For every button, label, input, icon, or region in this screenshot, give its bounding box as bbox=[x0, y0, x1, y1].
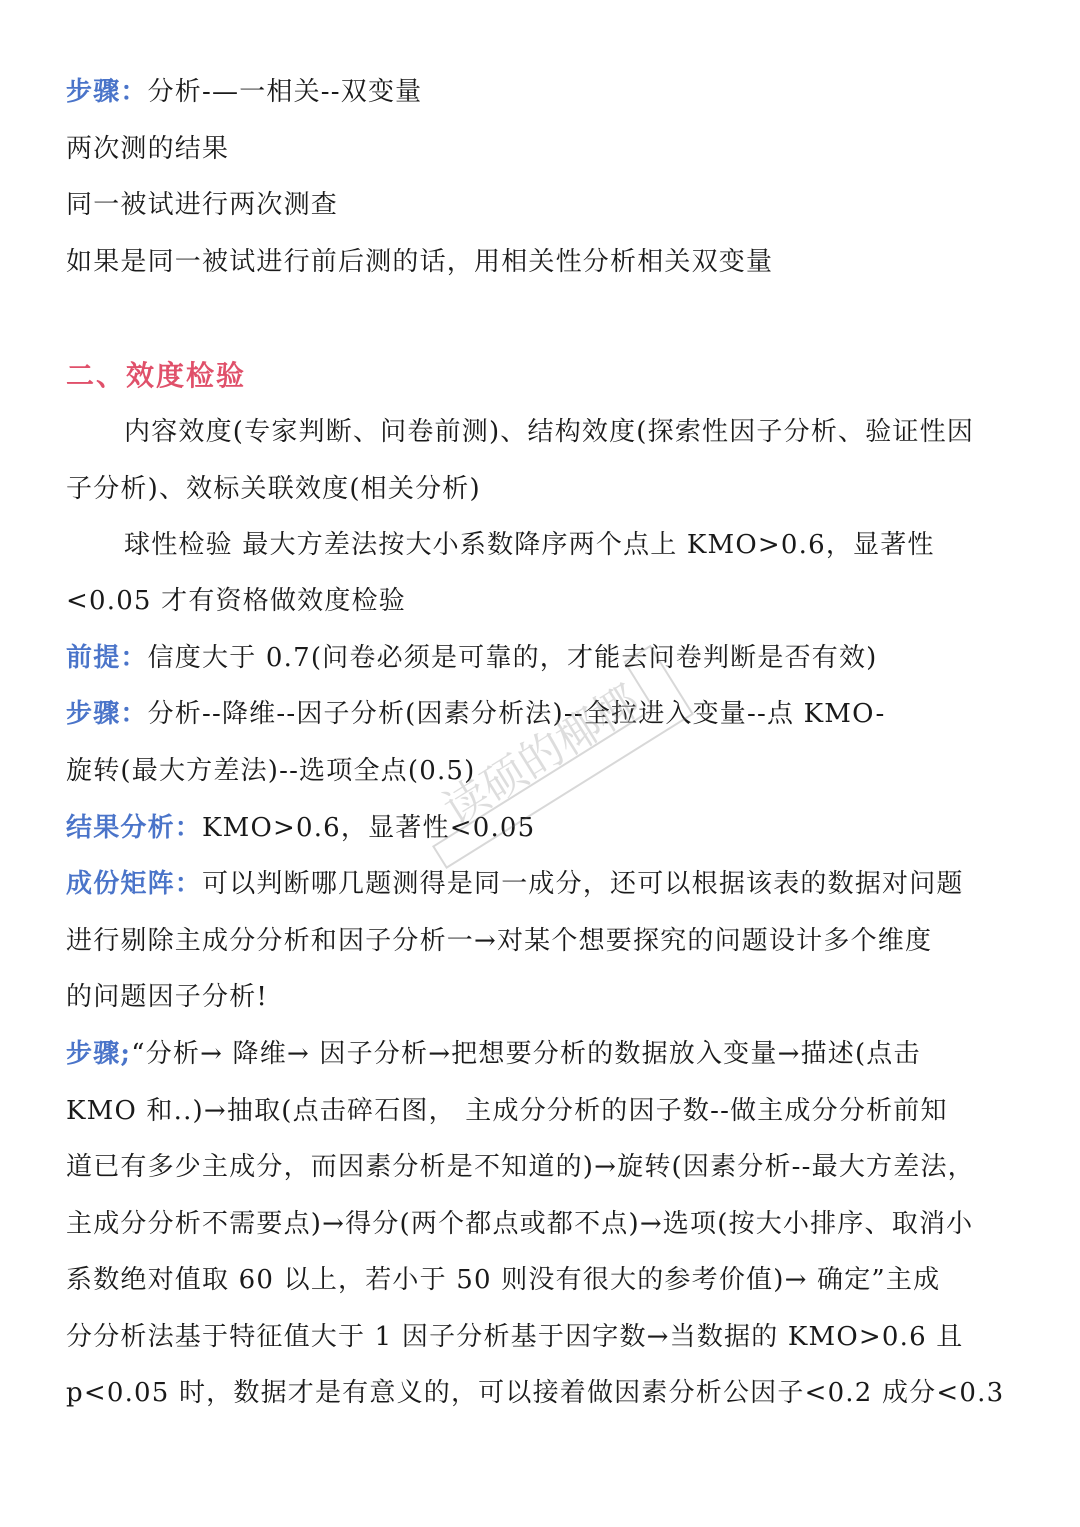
matrix-line bbox=[66, 864, 1016, 904]
paragraph-line: 球性检验 最大方差法按大小系数降序两个点上 KMO>0.6，显著性 bbox=[124, 530, 935, 560]
steps-line-3 bbox=[66, 1034, 1016, 1074]
paragraph-line: p<0.05 时，数据才是有意义的，可以接着做因素分析公因子<0.2 成分<0.3 bbox=[66, 1378, 1005, 1408]
steps-line-1 bbox=[66, 72, 1016, 112]
paragraph-line: KMO 和..)→抽取(点击碎石图， 主成分分析的因子数--做主成分分析前知 bbox=[66, 1096, 948, 1126]
premise-line bbox=[66, 638, 1016, 678]
matrix-text: 可以判断哪几题测得是同一成分，还可以根据该表的数据对问题 bbox=[202, 869, 964, 899]
premise-text: 信度大于 0.7(问卷必须是可靠的，才能去问卷判断是否有效) bbox=[147, 643, 878, 673]
paragraph-line: 内容效度(专家判断、问卷前测)、结构效度(探索性因子分析、验证性因 bbox=[124, 417, 975, 447]
paragraph-line: 同一被试进行两次测查 bbox=[66, 190, 339, 220]
premise-label: 前提： bbox=[66, 643, 148, 673]
paragraph-line: <0.05 才有资格做效度检验 bbox=[66, 586, 406, 616]
paragraph-line: 进行剔除主成分分析和因子分析一→对某个想要探究的问题设计多个维度 bbox=[66, 926, 933, 956]
paragraph-line: 道已有多少主成分，而因素分析是不知道的)→旋转(因素分析--最大方差法， bbox=[66, 1152, 975, 1182]
steps-label: 步骤： bbox=[66, 77, 148, 107]
watermark-text: 读硕的椰椰 bbox=[434, 675, 649, 836]
steps-line-2 bbox=[66, 694, 1016, 734]
matrix-label: 成份矩阵： bbox=[66, 869, 203, 899]
paragraph-line: 旋转(最大方差法)--选项全点(0.5) bbox=[66, 756, 476, 786]
paragraph-line: 分分析法基于特征值大于 1 因子分析基于因字数→当数据的 KMO>0.6 且 bbox=[66, 1322, 964, 1352]
paragraph-line: 的问题因子分析! bbox=[66, 982, 269, 1012]
paragraph-line: 子分析)、效标关联效度(相关分析) bbox=[66, 474, 481, 504]
steps-text: 分析--降维--因子分析(因素分析法)--全拉进入变量--点 KMO- bbox=[147, 699, 886, 729]
steps-text: 分析-—一相关--双变量 bbox=[147, 77, 423, 107]
paragraph-line: 两次测的结果 bbox=[66, 134, 230, 164]
result-text: KMO>0.6，显著性<0.05 bbox=[202, 813, 536, 843]
result-label: 结果分析： bbox=[66, 813, 203, 843]
paragraph-line: 主成分分析不需要点)→得分(两个都点或都不点)→选项(按大小排序、取消小 bbox=[66, 1209, 974, 1239]
steps-label: 步骤： bbox=[66, 699, 148, 729]
paragraph-line: 如果是同一被试进行前后测的话，用相关性分析相关双变量 bbox=[66, 247, 774, 277]
steps-label: 步骤; bbox=[66, 1039, 132, 1069]
section-heading: 二、效度检验 bbox=[66, 359, 247, 392]
steps-text: “分析→ 降维→ 因子分析→把想要分析的数据放入变量→描述(点击 bbox=[131, 1039, 921, 1069]
result-line bbox=[66, 808, 1016, 848]
paragraph-line: 系数绝对值取 60 以上，若小于 50 则没有很大的参考价值)→ 确定”主成 bbox=[66, 1265, 941, 1295]
